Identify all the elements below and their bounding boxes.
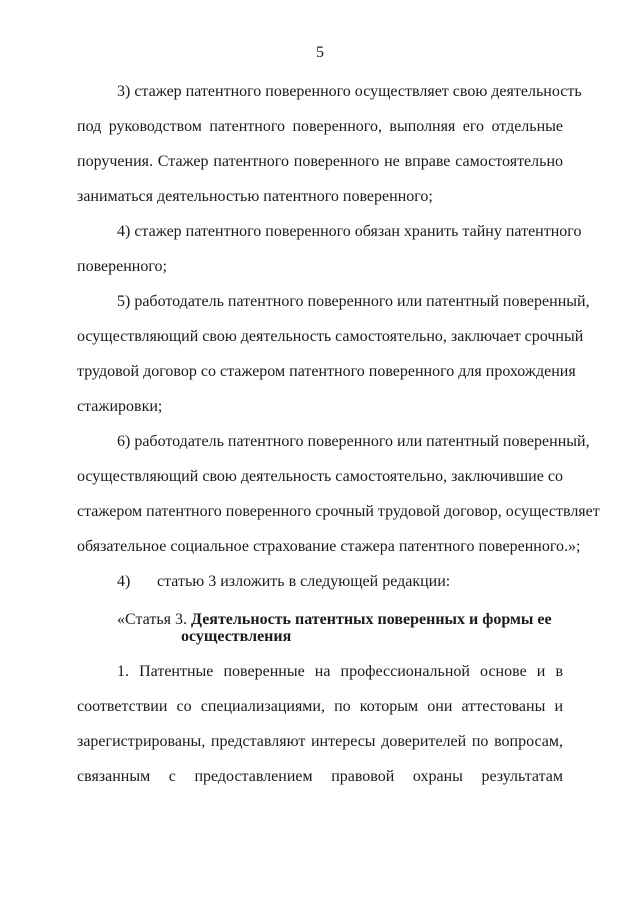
paragraph-5-line-1: 5) работодатель патентного поверенного или патентный поверенный,	[117, 293, 590, 310]
item-4-number: 4)	[117, 573, 131, 590]
article-title-continuation: осуществления	[181, 628, 292, 645]
page-number: 5	[316, 44, 324, 61]
paragraph-4-line-1: 4) стажер патентного поверенного обязан хранить тайну патентного	[117, 223, 582, 240]
paragraph-5-line-3: трудовой договор со стажером патентного поверенного для прохождения	[77, 363, 576, 380]
article-paragraph-1-line-4: связанным с предоставлением правовой охраны результатам	[77, 768, 563, 785]
paragraph-3-line-4: заниматься деятельностью патентного поверенного;	[77, 188, 433, 205]
paragraph-6-line-4: обязательное социальное страхование стажера патентного поверенного.»;	[77, 538, 581, 555]
paragraph-5-line-2: осуществляющий свою деятельность самостоятельно, заключает срочный	[77, 328, 584, 345]
article-prefix: «Статья 3.	[117, 611, 191, 628]
paragraph-3-line-1: 3) стажер патентного поверенного осуществляет свою деятельность	[117, 83, 582, 100]
paragraph-6-line-3: стажером патентного поверенного срочный трудовой договор, осуществляет	[77, 503, 600, 520]
paragraph-6-line-2: осуществляющий свою деятельность самостоятельно, заключившие со	[77, 468, 563, 485]
article-paragraph-1-line-2: соответствии со специализациями, по которым они аттестованы и	[77, 698, 563, 715]
article-paragraph-1-line-3: зарегистрированы, представляют интересы доверителей по вопросам,	[77, 733, 563, 750]
paragraph-3-line-2: под руководством патентного поверенного, выполняя его отдельные	[77, 118, 563, 135]
item-4-text: статью 3 изложить в следующей редакции:	[157, 573, 451, 590]
paragraph-4-line-2: поверенного;	[77, 258, 167, 275]
article-title: Деятельность патентных поверенных и формы ее	[190, 611, 552, 628]
paragraph-6-line-1: 6) работодатель патентного поверенного или патентный поверенный,	[117, 433, 590, 450]
paragraph-5-line-4: стажировки;	[77, 398, 163, 415]
paragraph-3-line-3: поручения. Стажер патентного поверенного не вправе самостоятельно	[77, 153, 563, 170]
article-paragraph-1-line-1: 1. Патентные поверенные на профессиональной основе и в	[117, 663, 563, 680]
